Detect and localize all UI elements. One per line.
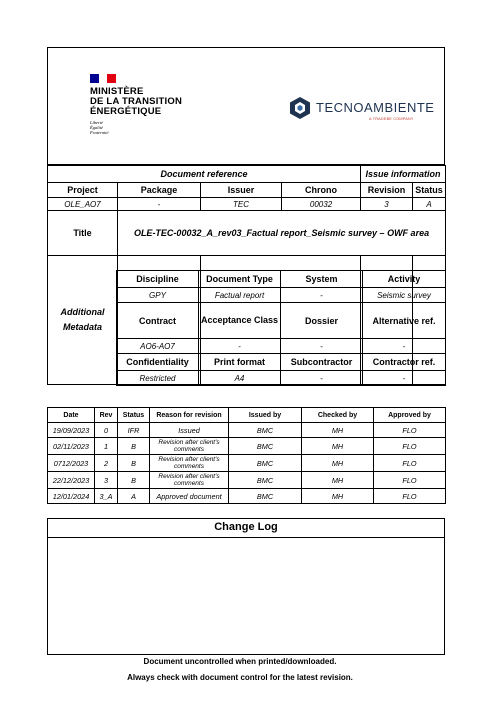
rev-issued-by: BMC — [229, 455, 302, 472]
value-contract: AO6-AO7 — [117, 339, 199, 354]
col-date: Date — [48, 408, 95, 423]
table-row — [48, 423, 446, 438]
value-status: A — [413, 198, 446, 211]
rev-approved-by: FLO — [374, 423, 446, 438]
rev-date: 02/11/2023 — [48, 438, 95, 455]
footer-uncontrolled-note: Document uncontrolled when printed/downloaded. — [143, 657, 337, 666]
col-checked-by: Checked by — [302, 408, 374, 423]
header-contractor-ref: Contractor ref. — [363, 354, 446, 371]
value-contractor-ref: - — [363, 371, 446, 386]
col-reason: Reason for revision — [150, 408, 229, 423]
value-alternative-ref: - — [363, 339, 446, 354]
document-header — [47, 47, 445, 165]
header-document-type: Document Type — [199, 271, 281, 288]
table-row — [48, 438, 446, 455]
rev-status: B — [118, 438, 150, 455]
revision-header-row — [48, 408, 446, 423]
col-approved-by: Approved by — [374, 408, 446, 423]
motto-liberte: Liberté — [90, 120, 103, 125]
header-issuer: Issuer — [201, 183, 282, 198]
change-log-title: Change Log — [214, 521, 278, 533]
value-package: - — [118, 198, 201, 211]
rev-checked-by: MH — [302, 455, 374, 472]
rev-status: B — [118, 472, 150, 489]
rev-approved-by: FLO — [374, 489, 446, 504]
company-name: TECNOAMBIENTE — [316, 100, 435, 115]
value-chrono: 00032 — [282, 198, 361, 211]
header-dossier: Dossier — [281, 303, 363, 339]
ministry-name-line-1: MINISTÈRE — [90, 86, 144, 97]
rev-reason: Revision after client's comments — [150, 438, 229, 455]
header-subcontractor: Subcontractor — [281, 354, 363, 371]
ministry-name-line-2: DE LA TRANSITION — [90, 96, 183, 107]
rev-number: 1 — [95, 438, 118, 455]
rev-reason: Approved document — [150, 489, 229, 504]
rev-approved-by: FLO — [374, 455, 446, 472]
ministry-name-line-3: ÉNERGÉTIQUE — [90, 106, 162, 117]
col-status: Status — [118, 408, 150, 423]
rev-issued-by: BMC — [229, 438, 302, 455]
rev-status: B — [118, 455, 150, 472]
rev-status: A — [118, 489, 150, 504]
value-revision: 3 — [361, 198, 413, 211]
rev-checked-by: MH — [302, 423, 374, 438]
metadata-table — [116, 270, 446, 386]
tecnoambiente-logo-icon — [290, 97, 310, 119]
rev-reason: Revision after client's comments — [150, 472, 229, 489]
company-subtitle: A TRADEBE COMPANY — [369, 117, 414, 121]
rev-status: IFR — [118, 423, 150, 438]
rev-date: 19/09/2023 — [48, 423, 95, 438]
rev-checked-by: MH — [302, 489, 374, 504]
value-dossier: - — [281, 339, 363, 354]
table-row — [48, 472, 446, 489]
header-revision: Revision — [361, 183, 413, 198]
value-project: OLE_AO7 — [48, 198, 118, 211]
rev-issued-by: BMC — [229, 472, 302, 489]
change-log-box — [47, 518, 445, 655]
rev-date: 12/01/2024 — [48, 489, 95, 504]
col-rev: Rev — [95, 408, 118, 423]
document-reference-heading: Document reference — [48, 166, 361, 183]
header-alternative-ref: Alternative ref. — [363, 303, 446, 339]
rev-approved-by: FLO — [374, 472, 446, 489]
title-label: Title — [48, 211, 118, 256]
rev-issued-by: BMC — [229, 489, 302, 504]
change-log-divider — [48, 537, 444, 538]
rev-reason: Issued — [150, 423, 229, 438]
motto-fraternite: Fraternité — [90, 130, 109, 135]
value-confidentiality: Restricted — [117, 371, 199, 386]
rev-number: 3_A — [95, 489, 118, 504]
rev-number: 3 — [95, 472, 118, 489]
document-title: OLE-TEC-00032_A_rev03_Factual report_Seismic survey – OWF area — [118, 211, 446, 256]
header-confidentiality: Confidentiality — [117, 354, 199, 371]
rev-reason: Revision after client's comments — [150, 455, 229, 472]
col-issued-by: Issued by — [229, 408, 302, 423]
rev-issued-by: BMC — [229, 423, 302, 438]
rev-approved-by: FLO — [374, 438, 446, 455]
issue-information-heading: Issue information — [361, 166, 446, 183]
value-document-type: Factual report — [199, 288, 281, 303]
rev-checked-by: MH — [302, 438, 374, 455]
french-flag-icon — [90, 74, 116, 83]
rev-date: 22/12/2023 — [48, 472, 95, 489]
value-acceptance-class: - — [199, 339, 281, 354]
rev-date: 0712/2023 — [48, 455, 95, 472]
value-discipline: GPY — [117, 288, 199, 303]
additional-metadata-label: Additional Metadata — [48, 256, 118, 385]
header-activity: Activity — [363, 271, 446, 288]
header-chrono: Chrono — [282, 183, 361, 198]
header-package: Package — [118, 183, 201, 198]
header-contract: Contract — [117, 303, 199, 339]
table-row — [48, 455, 446, 472]
value-subcontractor: - — [281, 371, 363, 386]
value-activity: Seismic survey — [363, 288, 446, 303]
rev-checked-by: MH — [302, 472, 374, 489]
value-issuer: TEC — [201, 198, 282, 211]
table-row — [48, 489, 446, 504]
header-status: Status — [413, 183, 446, 198]
revision-history-table — [47, 407, 446, 504]
header-discipline: Discipline — [117, 271, 199, 288]
rev-number: 0 — [95, 423, 118, 438]
header-acceptance-class: Acceptance Class — [199, 303, 281, 339]
motto-egalite: Égalité — [90, 125, 103, 130]
value-print-format: A4 — [199, 371, 281, 386]
header-print-format: Print format — [199, 354, 281, 371]
footer-document-control-note: Always check with document control for the latest revision. — [127, 673, 353, 682]
header-system: System — [281, 271, 363, 288]
rev-number: 2 — [95, 455, 118, 472]
header-project: Project — [48, 183, 118, 198]
value-system: - — [281, 288, 363, 303]
